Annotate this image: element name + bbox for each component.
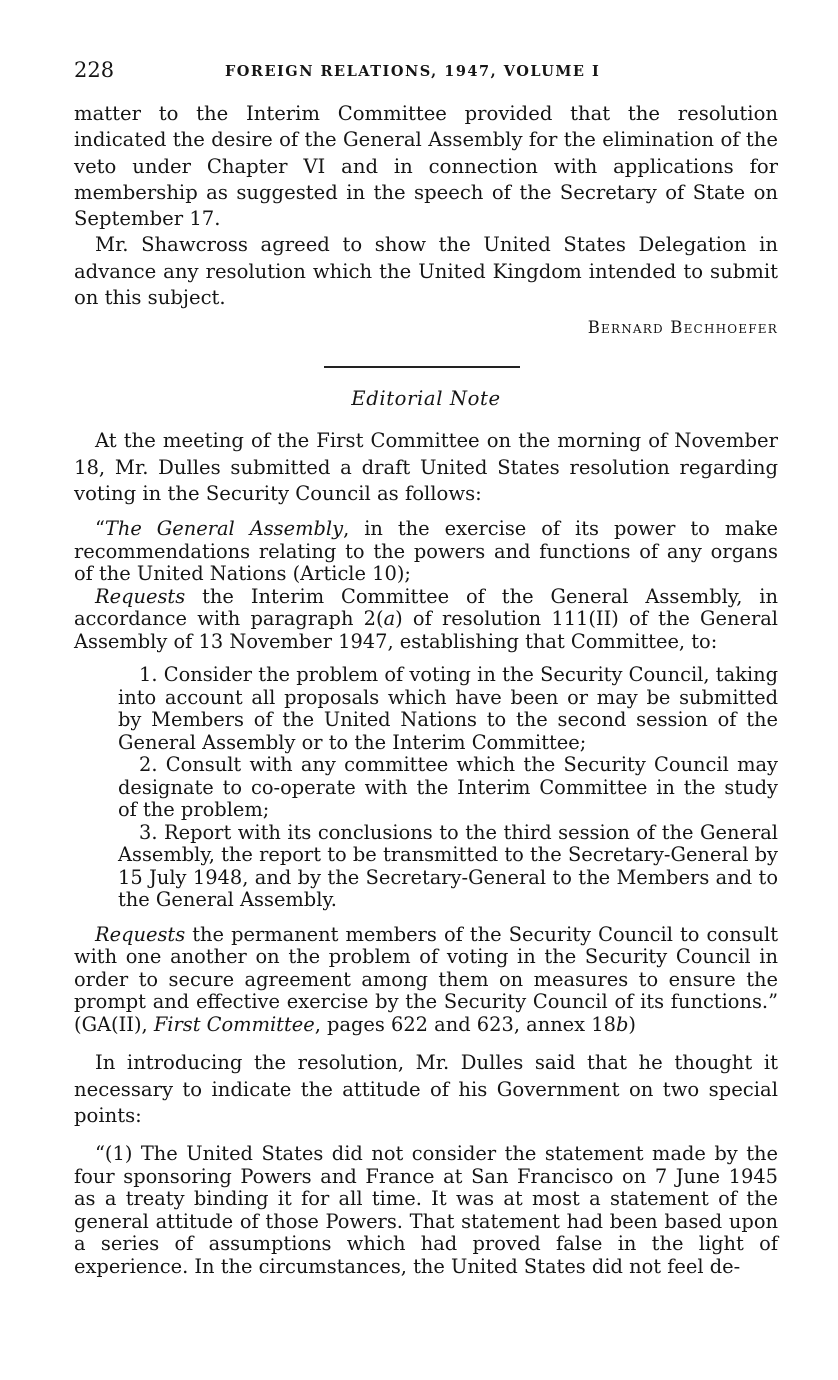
- numbered-list: [118, 664, 778, 912]
- citation-c: ): [628, 1012, 636, 1036]
- paragraph-introducing: In introducing the resolution, Mr. Dulles said that he thought it necessary to indicate the attitude of his Government on two special points:: [74, 1051, 778, 1127]
- citation-b: , pages 622 and 623, annex 18: [314, 1012, 616, 1036]
- resolution-quote: [74, 518, 778, 1036]
- paragraph-continued: matter to the Interim Committee provided that the resolution indicated the desire of the General Assembly for the elimination of the veto under Chapter VI and in connection with applications for membership as suggested in the speech of the Secretary of State on September 17.: [74, 102, 778, 231]
- signature-text: Bernard Bechhoefer: [587, 318, 778, 338]
- page-header: [74, 58, 776, 88]
- list-item: 2. Consult with any committee which the Security Council may designate to co-operate with the Interim Committee in the study of the problem;: [118, 753, 778, 822]
- quote-ga-rest: , in the exercise of its power to make recommendations relating to the powers and functions of any organs of the United Nations (Article 10);: [74, 517, 778, 586]
- requests1-b: ) of resolution 111(II) of the General Assembly of 13 November 1947, establishing that Committee, to:: [74, 607, 778, 653]
- quote-open-mark: “: [95, 517, 105, 541]
- paragraph-shawcross: Mr. Shawcross agreed to show the United States Delegation in advance any resolution which the United Kingdom intended to submit on this subject.: [74, 233, 778, 310]
- quote-general-assembly: [74, 518, 778, 586]
- quote-ga-italic: The General Assembly: [104, 517, 344, 541]
- page-body: [74, 101, 778, 1278]
- citation-a: (GA(II),: [74, 1012, 154, 1036]
- running-head: FOREIGN RELATIONS, 1947, VOLUME I: [225, 63, 601, 80]
- citation-letter: b: [615, 1012, 629, 1036]
- list-item: 3. Report with its conclusions to the third session of the General Assembly, the report to be transmitted to the Secretary-General by 15 July 1948, and by the Secretary-General to the Members and to the General Assembly.: [118, 820, 778, 912]
- requests1-a: the Interim Committee of the General Assembly, in accordance with paragraph 2(: [74, 584, 778, 631]
- signature: [74, 317, 778, 339]
- requests2-rest: the permanent members of the Security Council to consult with one another on the problem of voting in the Security Council in order to secure agreement among them on measures to ensure the prompt and effective exercise by the Security Council of its functions.”: [74, 922, 778, 1014]
- requests1-letter: a: [383, 607, 396, 631]
- requests1-italic: Requests: [95, 584, 186, 608]
- citation-italic: First Committee: [153, 1012, 315, 1036]
- requests2-italic: Requests: [95, 922, 186, 946]
- quote-requests-permanent: [74, 924, 778, 1037]
- quote-requests-interim: [74, 586, 778, 654]
- paragraph-meeting: At the meeting of the First Committee on the morning of November 18, Mr. Dulles submitted a draft United States resolution regarding voting in the Security Council as follows:: [74, 429, 778, 505]
- paragraph-point-1: “(1) The United States did not consider the statement made by the four sponsoring Powers and France at San Francisco on 7 June 1945 as a treaty binding it for all time. It was at most a statement of the general attitude of those Powers. That statement had been based upon a series of assumptions which had proved false in the light of experience. In the circumstances, the United States did not feel de-: [74, 1142, 778, 1278]
- editorial-note-title: Editorial Note: [351, 387, 501, 411]
- section-divider: [324, 366, 520, 368]
- page-number: 228: [74, 58, 115, 82]
- list-item: 1. Consider the problem of voting in the Security Council, taking into account all proposals which have been or may be submitted by Members of the United Nations to the second session of the General Assembly or to the Interim Committee;: [118, 663, 778, 754]
